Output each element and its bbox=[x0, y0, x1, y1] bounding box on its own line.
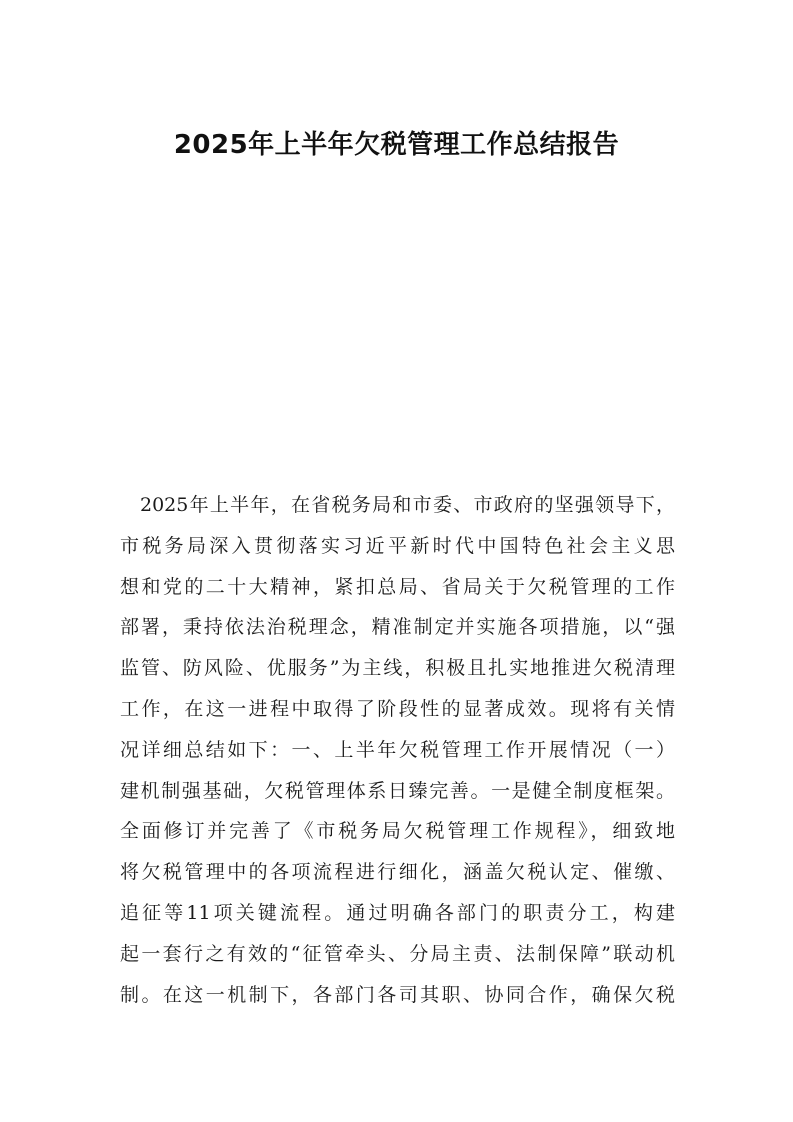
body-line-1: 2025年上半年，在省税务局和市委、市政府的坚强领导下， bbox=[140, 494, 675, 516]
body-line-9: 全面修订并完善了《市税务局欠税管理工作规程》，细致地 bbox=[120, 820, 675, 843]
body-line-4: 部署，秉持依法治税理念，精准制定并实施各项措施，以“强 bbox=[120, 616, 675, 639]
body-line-8: 建机制强基础，欠税管理体系日臻完善。一是健全制度框架。 bbox=[120, 779, 675, 802]
body-line-5: 监管、防风险、优服务”为主线，积极且扎实地推进欠税清理 bbox=[120, 657, 675, 680]
body-line-13: 制。在这一机制下，各部门各司其职、协同合作，确保欠税 bbox=[120, 983, 675, 1006]
body-line-3: 想和党的二十大精神，紧扣总局、省局关于欠税管理的工作 bbox=[120, 575, 675, 598]
body-paragraph bbox=[120, 485, 675, 1015]
body-line-2: 市税务局深入贯彻落实习近平新时代中国特色社会主义思 bbox=[120, 534, 675, 557]
body-line-7: 况详细总结如下：一、上半年欠税管理工作开展情况（一） bbox=[120, 738, 675, 761]
body-line-10: 将欠税管理中的各项流程进行细化，涵盖欠税认定、催缴、 bbox=[120, 861, 675, 884]
document-title: 2025年上半年欠税管理工作总结报告 bbox=[173, 130, 620, 160]
body-line-11: 追征等11项关键流程。通过明确各部门的职责分工，构建 bbox=[120, 901, 675, 924]
body-line-6: 工作，在这一进程中取得了阶段性的显著成效。现将有关情 bbox=[120, 697, 675, 720]
body-line-12: 起一套行之有效的“征管牵头、分局主责、法制保障”联动机 bbox=[120, 942, 675, 965]
